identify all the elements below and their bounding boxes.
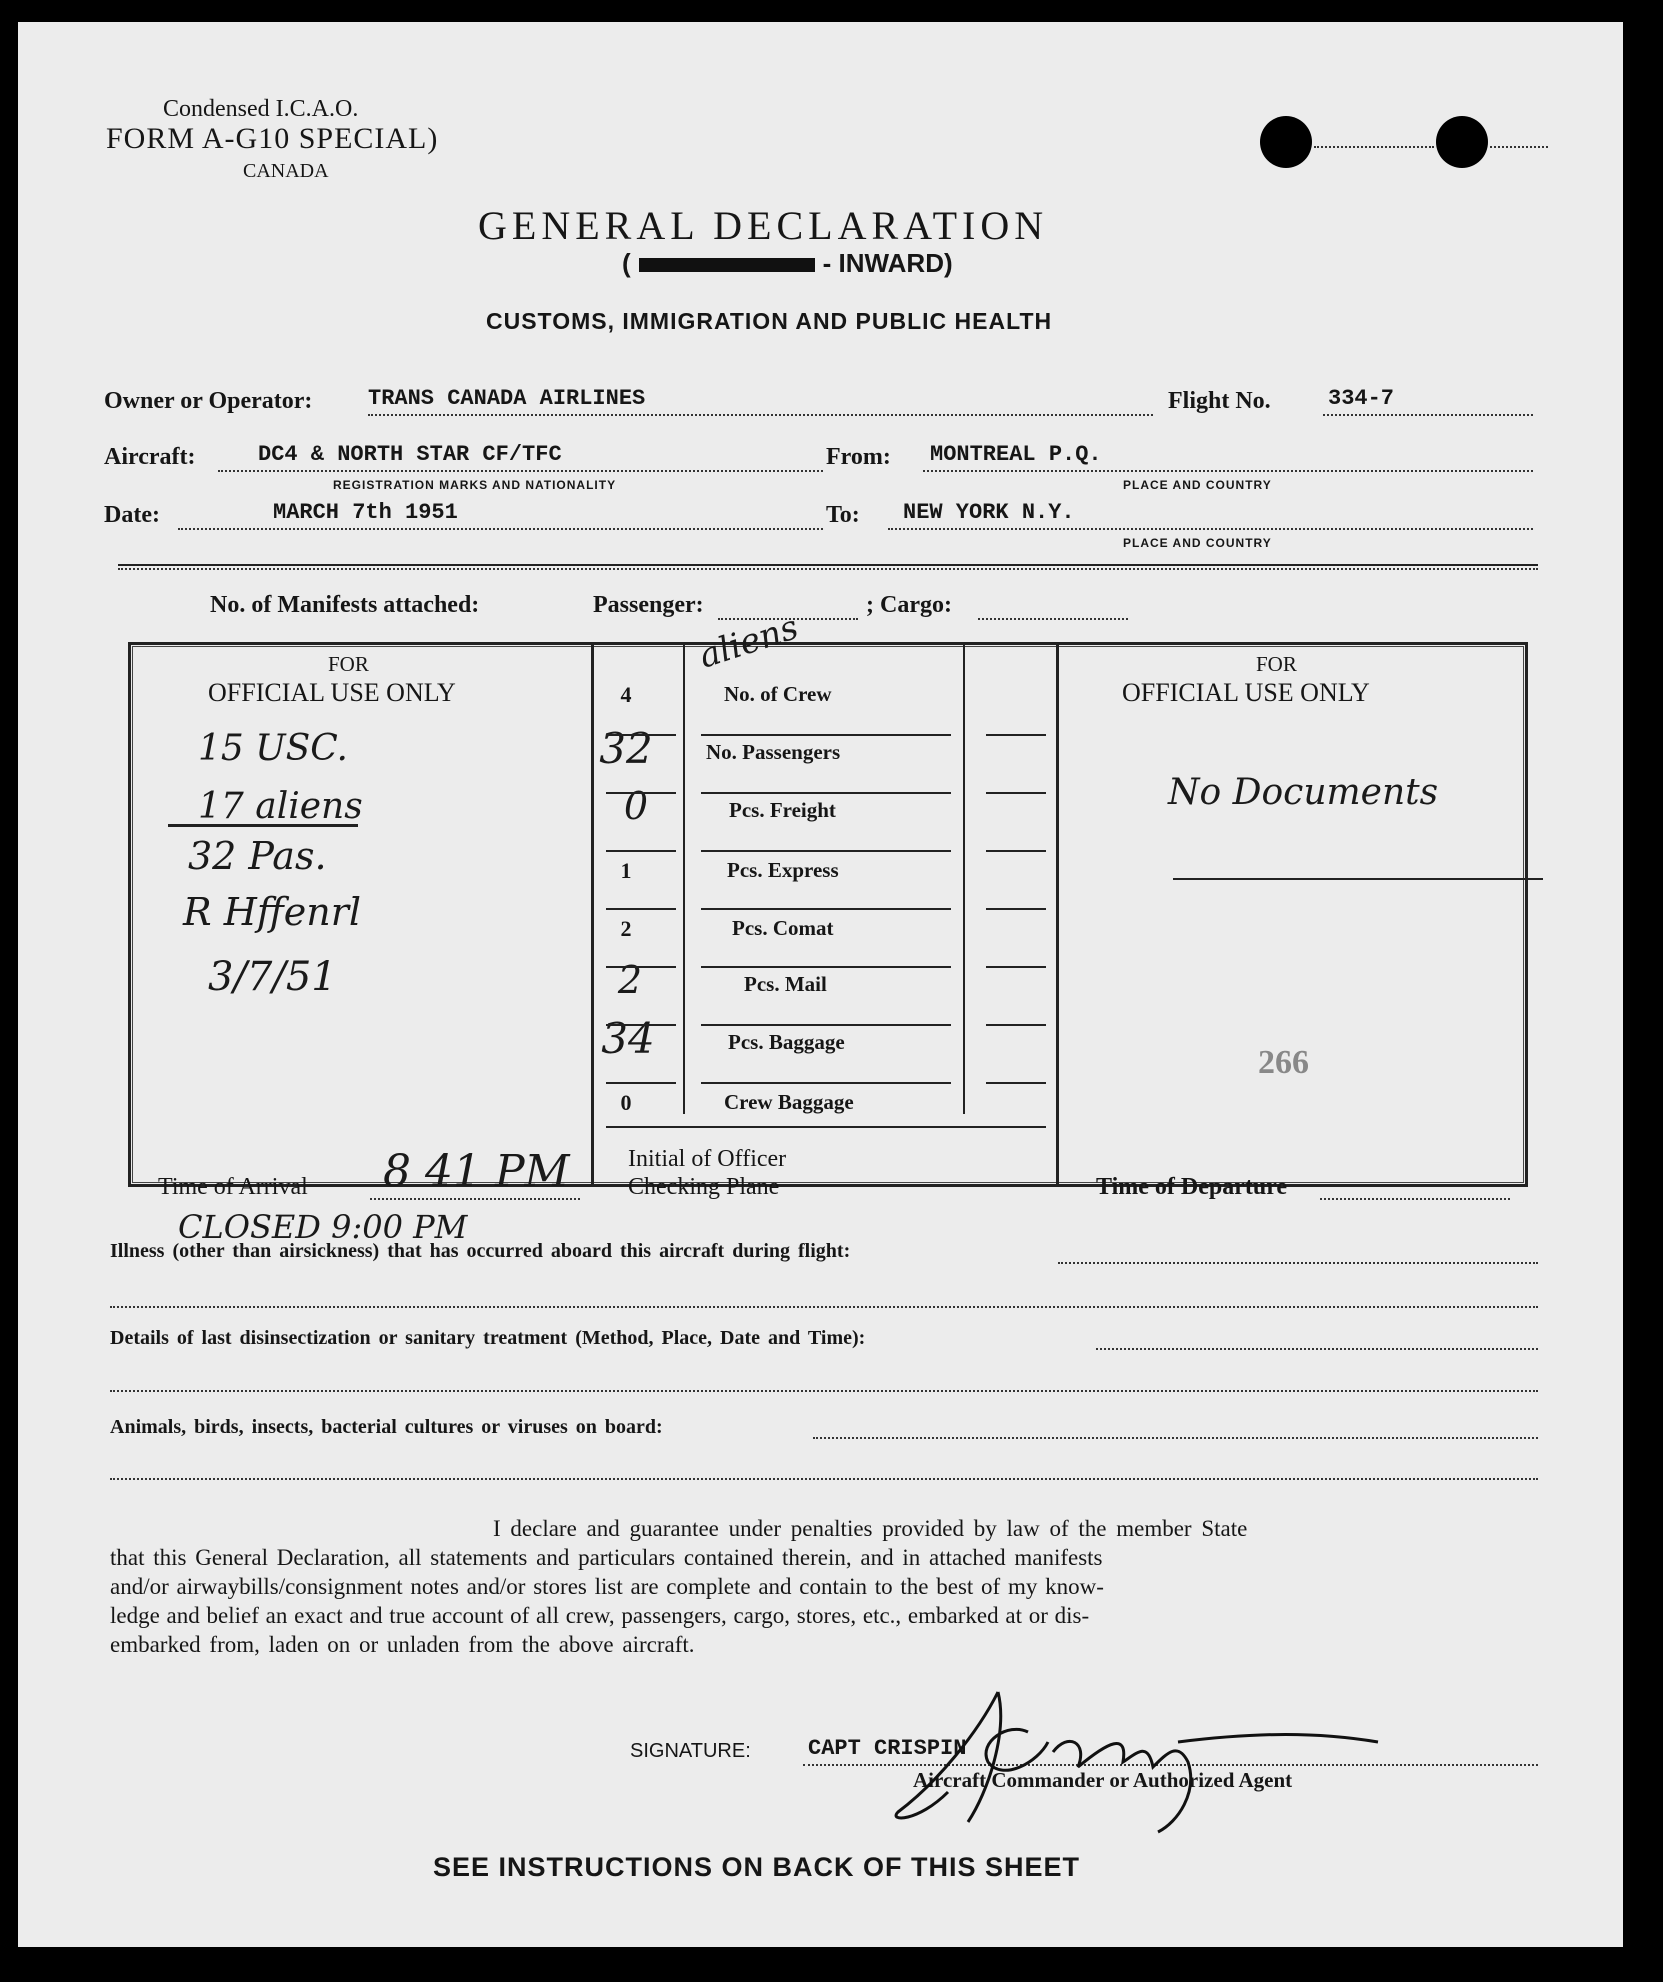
from-label: From: bbox=[826, 444, 891, 470]
subtitle-open-paren: ( bbox=[622, 248, 631, 278]
to-caption: PLACE AND COUNTRY bbox=[1123, 536, 1272, 550]
illness-line bbox=[1058, 1262, 1538, 1264]
row-count: 2 bbox=[620, 916, 632, 941]
top-right-line bbox=[1490, 146, 1548, 148]
signature-typed-name: CAPT CRISPIN bbox=[808, 1736, 967, 1761]
row-count: 4 bbox=[620, 682, 632, 707]
closed-note: CLOSED 9:00 PM bbox=[178, 1208, 468, 1246]
handwritten-note: 3/7/51 bbox=[208, 954, 337, 1000]
count-row bbox=[594, 836, 1054, 894]
row-separator bbox=[986, 966, 1046, 968]
left-official-head2: OFFICIAL USE ONLY bbox=[208, 678, 456, 707]
row-separator bbox=[701, 1082, 951, 1084]
row-separator bbox=[606, 1024, 676, 1026]
row-separator bbox=[701, 966, 951, 968]
manifests-label: No. of Manifests attached: bbox=[210, 592, 480, 618]
form-id-line3: CANADA bbox=[243, 160, 329, 182]
illness-label: Illness (other than airsickness) that has occurred aboard this aircraft during flight: bbox=[110, 1240, 851, 1262]
row-label: Crew Baggage bbox=[724, 1090, 854, 1114]
row-count: 32 bbox=[599, 724, 653, 773]
row-count: 2 bbox=[617, 958, 643, 1002]
row-separator bbox=[606, 1126, 1046, 1128]
right-official-head1: FOR bbox=[1256, 652, 1297, 676]
row-separator bbox=[606, 792, 676, 794]
date-line bbox=[178, 528, 823, 530]
punch-hole bbox=[1260, 116, 1312, 168]
to-line bbox=[888, 528, 1533, 530]
animals-label: Animals, birds, insects, bacterial cultures or viruses on board: bbox=[110, 1416, 663, 1438]
row-label: Pcs. Baggage bbox=[728, 1030, 845, 1054]
row-separator bbox=[606, 850, 676, 852]
handwritten-signature bbox=[878, 1672, 1398, 1842]
cargo-manifest-line bbox=[978, 618, 1128, 620]
row-separator bbox=[606, 1082, 676, 1084]
row-separator bbox=[986, 734, 1046, 736]
date-value: MARCH 7th 1951 bbox=[273, 500, 458, 525]
row-separator bbox=[986, 1024, 1046, 1026]
redaction-bar bbox=[639, 258, 815, 272]
row-label: Pcs. Freight bbox=[729, 798, 836, 822]
declaration-line: ledge and belief an exact and true account of all crew, passengers, cargo, stores, etc., embarked at or dis- bbox=[110, 1603, 1090, 1628]
from-caption: PLACE AND COUNTRY bbox=[1123, 478, 1272, 492]
owner-label: Owner or Operator: bbox=[104, 388, 313, 414]
row-separator bbox=[986, 908, 1046, 910]
row-separator bbox=[606, 734, 676, 736]
from-value: MONTREAL P.Q. bbox=[930, 442, 1102, 467]
animals-line-2 bbox=[110, 1478, 1538, 1480]
initial-label-line2: Checking Plane bbox=[628, 1174, 780, 1200]
handwritten-note: aliens bbox=[694, 607, 804, 677]
row-count: 0 bbox=[623, 784, 649, 828]
subtitle bbox=[622, 248, 953, 279]
arrival-label: Time of Arrival bbox=[158, 1174, 308, 1200]
arrival-value: 8 41 PM bbox=[383, 1146, 570, 1197]
count-row bbox=[594, 894, 1054, 952]
form-id-line2: FORM A-G10 SPECIAL) bbox=[106, 122, 439, 155]
row-count: 34 bbox=[601, 1014, 655, 1063]
row-separator bbox=[606, 966, 676, 968]
declaration-line: embarked from, laden on or unladen from the above aircraft. bbox=[110, 1632, 695, 1657]
illness-line-2 bbox=[110, 1306, 1538, 1308]
disinsect-label: Details of last disinsectization or sanitary treatment (Method, Place, Date and Time): bbox=[110, 1327, 866, 1349]
row-separator bbox=[986, 850, 1046, 852]
departure-label: Time of Departure bbox=[1096, 1174, 1288, 1200]
declaration-line: I declare and guarantee under penalties provided by law of the member State bbox=[493, 1516, 1248, 1541]
section-divider-dots bbox=[118, 568, 1538, 570]
flight-label: Flight No. bbox=[1168, 388, 1271, 414]
aircraft-line bbox=[218, 470, 823, 472]
row-separator bbox=[701, 792, 951, 794]
row-separator bbox=[701, 908, 951, 910]
row-label: No. Passengers bbox=[706, 740, 841, 764]
date-label: Date: bbox=[104, 502, 160, 528]
right-official-head2: OFFICIAL USE ONLY bbox=[1122, 678, 1370, 707]
disinsect-line bbox=[1096, 1348, 1538, 1350]
row-label: Pcs. Comat bbox=[732, 916, 834, 940]
count-row bbox=[594, 662, 1054, 720]
handwritten-note: 32 Pas. bbox=[188, 834, 327, 878]
to-value: NEW YORK N.Y. bbox=[903, 500, 1075, 525]
handwritten-note: No Documents bbox=[1168, 772, 1439, 813]
handwritten-underline bbox=[168, 824, 358, 827]
row-separator bbox=[606, 908, 676, 910]
row-separator bbox=[701, 850, 951, 852]
count-row bbox=[594, 952, 1054, 1010]
count-row bbox=[594, 720, 1054, 778]
aircraft-caption: REGISTRATION MARKS AND NATIONALITY bbox=[333, 478, 617, 492]
owner-value: TRANS CANADA AIRLINES bbox=[368, 386, 646, 411]
disinsect-line-2 bbox=[110, 1390, 1538, 1392]
form-id-line1: Condensed I.C.A.O. bbox=[163, 96, 359, 122]
subtitle-text: - INWARD) bbox=[822, 248, 953, 278]
declaration-line: and/or airwaybills/consignment notes and/or stores list are complete and contain to the best of my know- bbox=[110, 1574, 1104, 1599]
handwritten-note: 15 USC. bbox=[198, 728, 348, 769]
footer-instructions: SEE INSTRUCTIONS ON BACK OF THIS SHEET bbox=[433, 1852, 1081, 1882]
stamp-number: 266 bbox=[1258, 1044, 1309, 1081]
page-title: GENERAL DECLARATION bbox=[478, 203, 1049, 248]
row-separator bbox=[986, 792, 1046, 794]
row-label: Pcs. Mail bbox=[744, 972, 827, 996]
owner-line bbox=[368, 414, 1153, 416]
row-count: 0 bbox=[620, 1090, 632, 1115]
row-separator bbox=[701, 734, 951, 736]
signature-caption: Aircraft Commander or Authorized Agent bbox=[913, 1768, 1293, 1792]
passenger-manifest-label: Passenger: bbox=[593, 592, 704, 618]
top-right-line bbox=[1314, 146, 1434, 148]
row-count: 1 bbox=[620, 858, 632, 883]
table-divider-right bbox=[1056, 644, 1059, 1187]
row-separator bbox=[986, 1082, 1046, 1084]
signature-label: SIGNATURE: bbox=[630, 1740, 751, 1762]
aircraft-label: Aircraft: bbox=[104, 444, 196, 470]
punch-hole bbox=[1436, 116, 1488, 168]
from-line bbox=[923, 470, 1533, 472]
departure-line bbox=[1320, 1198, 1510, 1200]
arrival-line bbox=[370, 1198, 580, 1200]
row-label: Pcs. Express bbox=[727, 858, 839, 882]
to-label: To: bbox=[826, 502, 860, 528]
animals-line bbox=[813, 1437, 1538, 1439]
count-row bbox=[594, 778, 1054, 836]
aircraft-value: DC4 & NORTH STAR CF/TFC bbox=[258, 442, 562, 467]
row-separator bbox=[701, 1024, 951, 1026]
flight-value: 334-7 bbox=[1328, 386, 1395, 411]
document-page bbox=[18, 22, 1623, 1947]
initial-label-line1: Initial of Officer bbox=[628, 1146, 787, 1172]
declaration-line: that this General Declaration, all statements and particulars contained therein, and in attached manifests bbox=[110, 1545, 1103, 1570]
handwritten-note: R Hffenrl bbox=[183, 890, 362, 934]
flight-line bbox=[1323, 414, 1533, 416]
section-divider bbox=[118, 564, 1538, 566]
row-label: No. of Crew bbox=[724, 682, 832, 706]
left-official-head1: FOR bbox=[328, 652, 369, 676]
handwritten-note: 17 aliens bbox=[198, 786, 363, 827]
count-row bbox=[594, 1010, 1054, 1068]
handwritten-underline bbox=[1173, 878, 1543, 880]
cargo-manifest-label: ; Cargo: bbox=[866, 592, 952, 618]
subtitle-customs: CUSTOMS, IMMIGRATION AND PUBLIC HEALTH bbox=[486, 308, 1053, 334]
count-row bbox=[594, 1068, 1054, 1126]
